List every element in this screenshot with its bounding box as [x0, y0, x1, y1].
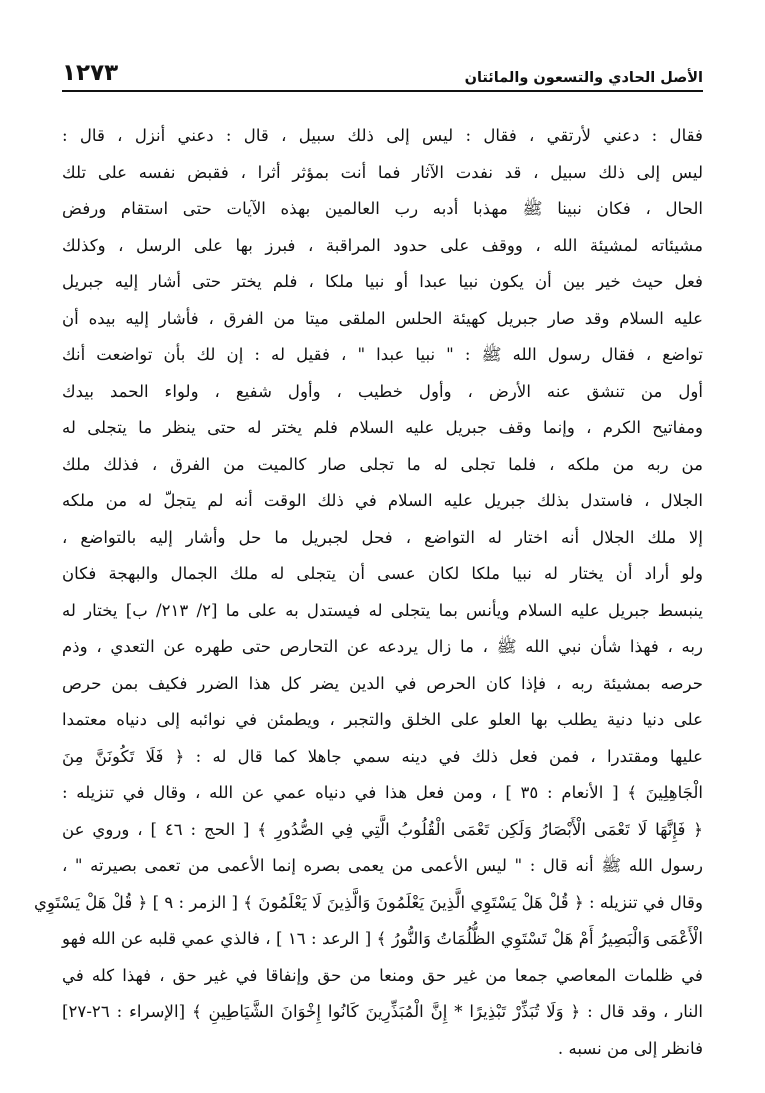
- text-line: عليها ومقتدرا ، فمن فعل ذلك في دينه سمي جاهلا كما قال له : ﴿ فَلَا تَكُونَنَّ مِنَ: [62, 746, 703, 766]
- text-line: عليه السلام وقد صار جبريل كهيئة الحلس الملقى ميتا من الفرق ، فأشار إليه بيده أن: [62, 308, 703, 328]
- text-line: حرصه بمشيئة ربه ، فإذا كان الحرص في الدين يضر كل هذا الضرر فكيف بمن حرص: [62, 673, 703, 693]
- text-line: تواضع ، فقال رسول الله ﷺ : " نبيا عبدا " ، فقيل له : إن لك بأن تواضعت أنك: [62, 345, 703, 364]
- page-header: [62, 56, 703, 92]
- text-line: في ظلمات المعاصي جمعا من غير حق ومنعا من حق وإنفاقا في غير حق ، فهذا كله في: [62, 965, 703, 985]
- running-title: الأصل الحادي والتسعون والمائتان: [464, 70, 703, 86]
- text-line: ومفاتيح الكرم ، وإنما وقف جبريل عليه السلام فلم يختر له حتى ينظر ما يتجلى له: [62, 418, 703, 437]
- text-line: فعل حيث خير بين أن يكون نبيا عبدا أو نبيا ملكا ، فلم يختر حتى أشار إليه جبريل: [62, 272, 703, 291]
- text-line: أول من تنشق عنه الأرض ، وأول خطيب ، وأول شفيع ، ولواء الحمد بيدك: [62, 381, 703, 401]
- text-line: ﴿ فَإِنَّهَا لَا تَعْمَى الْأَبْصَارُ وَلَكِن تَعْمَى الْقُلُوبُ الَّتِي فِي الصُّدُورِ ﴾ [ الحج : ٤٦ ] ، وروي عن: [62, 819, 703, 839]
- text-line: وقال في تنزيله : ﴿ قُلْ هَلْ يَسْتَوِي الَّذِينَ يَعْلَمُونَ وَالَّذِينَ لَا يَعْلَمُونَ ﴾ [ الزمر : ٩ ] ﴿ قُلْ هَلْ يَسْتَوِي: [33, 892, 703, 912]
- text-line: مشيئاته لمشيئة الله ، ووقف على حدود المراقبة ، فبرز بها على الرسل ، وكذلك: [62, 235, 703, 255]
- page-number: ١٢٧٣: [62, 60, 119, 86]
- text-line: الحال ، فكان نبينا ﷺ مهذبا أدبه رب العالمين بهذه الآيات حتى استقام ورفض: [62, 199, 703, 218]
- text-line: ينبسط جبريل عليه السلام ويأنس بما يتجلى له فيستدل به على ما [٢/ ٢١٣/ ب] يختار له: [62, 600, 703, 620]
- text-line: الجلال ، فاستدل بذلك جبريل عليه السلام في ذلك الوقت أنه لم يتجلّ له من ملكه: [62, 491, 703, 510]
- text-line: النار ، وقد قال : ﴿ وَلَا تُبَذِّرْ تَبْذِيرًا * إِنَّ الْمُبَذِّرِينَ كَانُوا إِخْوَانَ الشَّيَاطِينِ ﴾ [الإسراء : ٢٦-٢٧]: [62, 1002, 703, 1021]
- text-line: من ربه من ملكه ، فلما تجلى له ما تجلى صار كالميت من الفرق ، فذلك ملك: [62, 454, 703, 474]
- text-line: إلا ملك الجلال أنه اختار له التواضع ، فحل لجبريل ما حل وأشار إليه بالتواضع ،: [62, 527, 703, 547]
- text-line: على دنيا دنية يطلب بها العلو على الخلق والتجبر ، ويطمئن في نوائبه إلى دنياه معتمدا: [62, 710, 703, 729]
- text-line: رسول الله ﷺ أنه قال : " ليس الأعمى من يعمى بصره إنما الأعمى من تعمى بصيرته " ،: [62, 856, 703, 875]
- text-line: ليس إلى ذلك سبيل ، قد نفدت الآثار فما أنت بمؤثر أثرا ، فقبض نفسه على تلك: [62, 162, 703, 182]
- text-line: الْجَاهِلِينَ ﴾ [ الأنعام : ٣٥ ] ، ومن فعل هذا في دنياه عمي عن الله ، وقال في تنزيله :: [62, 783, 703, 802]
- text-line-last: فانظر إلى من نسبه .: [557, 1038, 703, 1058]
- text-line: الْأَعْمَى وَالْبَصِيرُ أَمْ هَلْ تَسْتَوِي الظُّلُمَاتُ وَالنُّورُ ﴾ [ الرعد : ١٦ ] ، فالذي عمي قلبه عن الله فهو: [62, 929, 704, 948]
- text-line: ولو أراد أن يختار له نبيا ملكا لكان عسى أن يتجلى له ملك الجمال والبهجة فكان: [62, 564, 703, 583]
- text-line: ربه ، فهذا شأن نبي الله ﷺ ، ما زال يردعه عن التحارص حتى طهره عن التعدي ، وذم: [62, 637, 703, 656]
- text-line: فقال : دعني لأرتقي ، فقال : ليس إلى ذلك سبيل ، قال : دعني أنزل ، قال :: [62, 126, 703, 145]
- body-text: [33, 118, 704, 1067]
